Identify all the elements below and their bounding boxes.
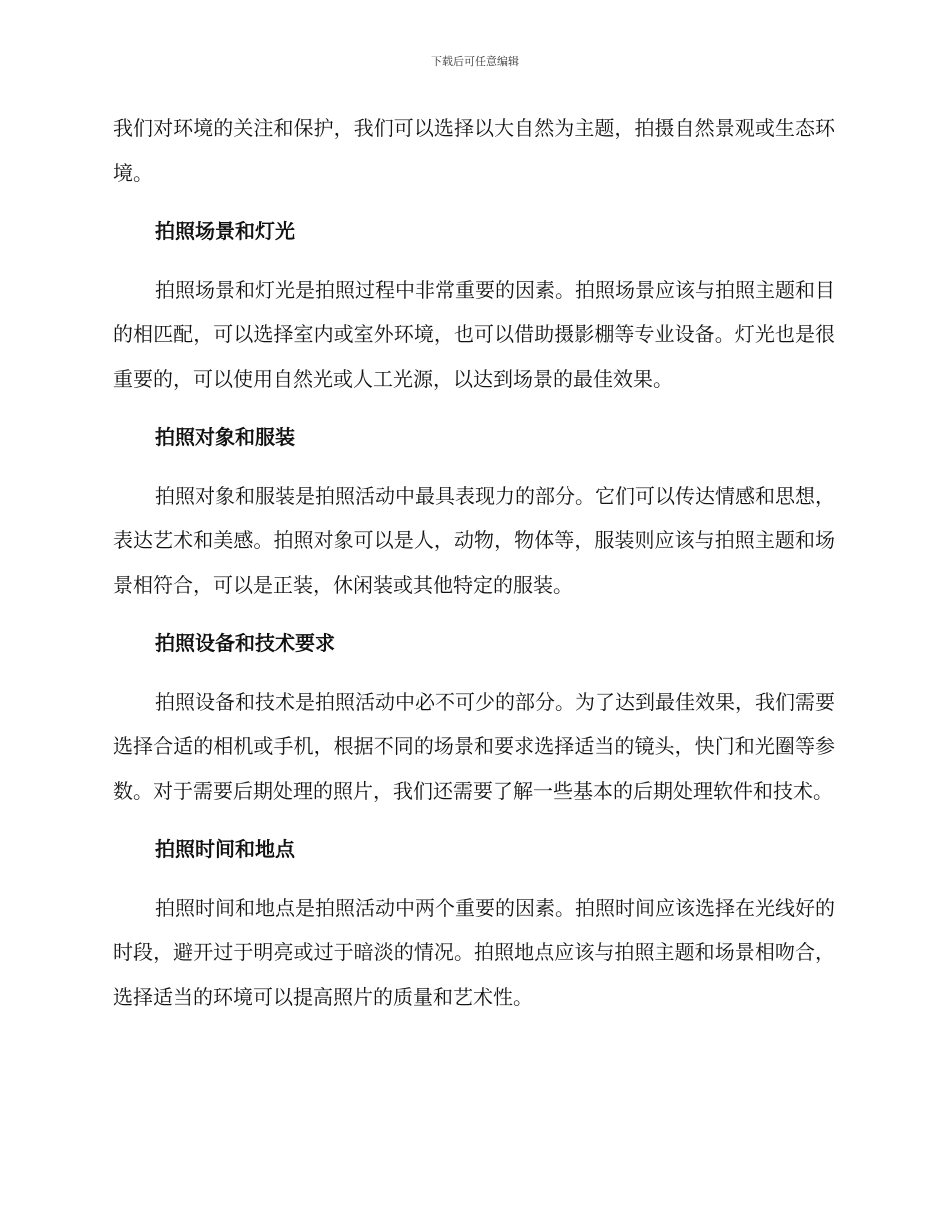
section-paragraph-equipment-technique: 拍照设备和技术是拍照活动中必不可少的部分。为了达到最佳效果，我们需要选择合适的相机或手机，根据不同的场景和要求选择适当的镜头，快门和光圈等参数。对于需要后期处理的照片，我们还需要了解一些基本的后期处理软件和技术。 [113,689,835,803]
page-header-note: 下载后可任意编辑 [431,55,519,68]
section-paragraph-subject-clothing: 拍照对象和服装是拍照活动中最具表现力的部分。它们可以传达情感和思想，表达艺术和美感。拍照对象可以是人，动物，物体等，服装则应该与拍照主题和场景相符合，可以是正装，休闲装或其他特定的服装。 [113,483,835,597]
section-paragraph-time-place: 拍照时间和地点是拍照活动中两个重要的因素。拍照时间应该选择在光线好的时段，避开过于明亮或过于暗淡的情况。拍照地点应该与拍照主题和场景相吻合，选择适当的环境可以提高照片的质量和艺术性。 [113,895,835,1009]
section-paragraph-scene-lighting: 拍照场景和灯光是拍照过程中非常重要的因素。拍照场景应该与拍照主题和目的相匹配，可以选择室内或室外环境，也可以借助摄影棚等专业设备。灯光也是很重要的，可以使用自然光或人工光源，以达到场景的最佳效果。 [113,277,835,391]
section-heading-time-place: 拍照时间和地点 [155,837,295,861]
section-heading-scene-lighting: 拍照场景和灯光 [155,219,295,243]
intro-paragraph: 我们对环境的关注和保护，我们可以选择以大自然为主题，拍摄自然景观或生态环境。 [113,116,835,185]
section-heading-equipment-technique: 拍照设备和技术要求 [155,631,335,655]
section-heading-subject-clothing: 拍照对象和服装 [155,425,295,449]
document-body [113,106,835,1019]
